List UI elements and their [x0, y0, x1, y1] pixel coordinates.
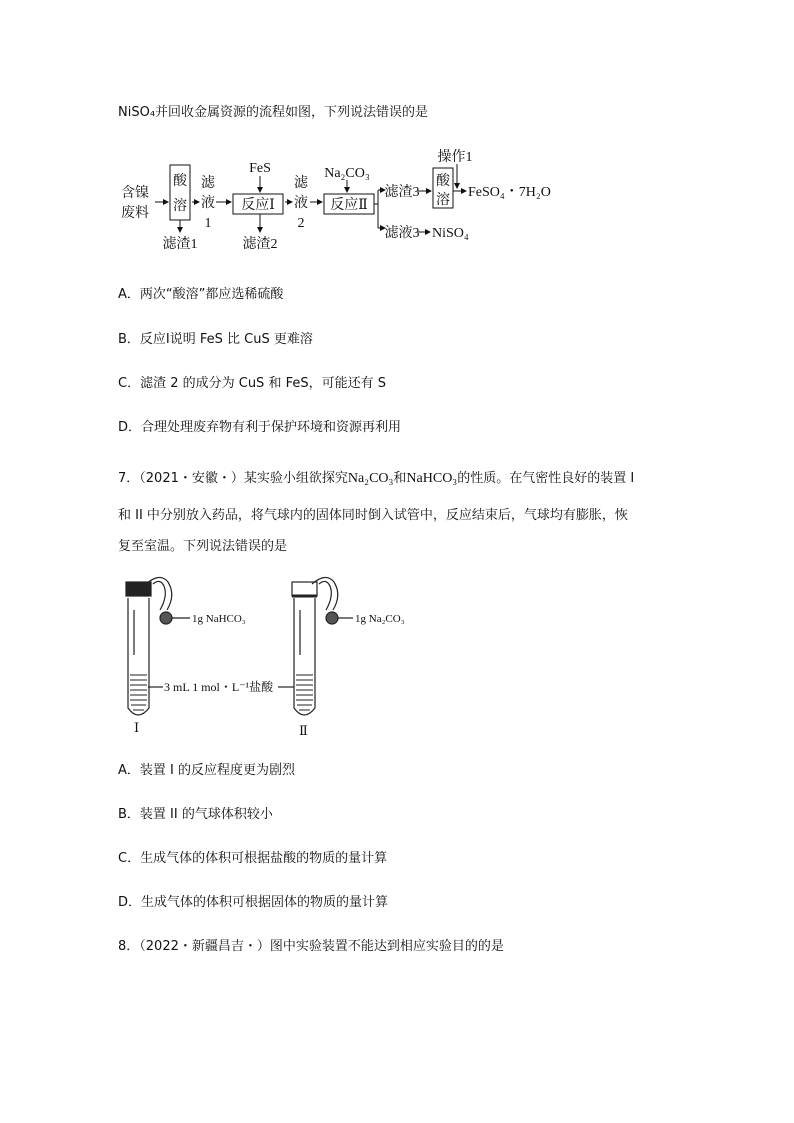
tube-1-label: Ⅰ: [134, 720, 140, 735]
formula-nahco3: NaHCO₃: [406, 471, 458, 486]
q7-stem-and: 和: [393, 471, 407, 486]
q7-apparatus-figure: [110, 570, 430, 740]
q6-option-a: A．两次“酸溶”都应选稀硫酸: [118, 287, 284, 302]
raw-material-label-2: 废料: [121, 206, 149, 221]
raw-material-label: 含镍: [121, 186, 149, 201]
filtrate-1-b: 液: [201, 196, 215, 211]
q7-option-c: C．生成气体的体积可根据盐酸的物质的量计算: [118, 851, 388, 866]
residue-2: 滤渣2: [242, 237, 278, 252]
q8-stem: 8．（2022・新疆昌吉・）图中实验装置不能达到相应实验目的的是: [118, 939, 504, 954]
acid-dissolve-1-a: 酸: [173, 174, 187, 189]
q6-option-c: C．滤渣 2 的成分为 CuS 和 FeS，可能还有 S: [118, 376, 386, 391]
q6-flow-diagram: [110, 140, 551, 260]
q6-stem: NiSO₄并回收金属资源的流程如图，下列说法错误的是: [118, 105, 429, 120]
reaction-2: 反应Ⅱ: [330, 198, 368, 213]
q6-option-b: B．反应Ⅰ说明 FeS 比 CuS 更难溶: [118, 332, 313, 347]
acid-label: 3 mL 1 mol・L⁻¹盐酸: [164, 680, 274, 694]
q7-option-a: A．装置 I 的反应程度更为剧烈: [118, 763, 295, 778]
reaction-1: 反应Ⅰ: [241, 198, 275, 213]
balloon-1-label: 1g NaHCO₃: [192, 613, 246, 625]
filtrate-3: 滤液3: [384, 226, 420, 241]
acid-dissolve-2-a: 酸: [436, 174, 450, 189]
q7-stem-line-3: 复至室温。下列说法错误的是: [118, 539, 288, 554]
product-niso4: NiSO₄: [432, 226, 469, 241]
acid-dissolve-1-b: 溶: [173, 199, 187, 214]
residue-3: 滤渣3: [384, 185, 420, 200]
residue-1: 滤渣1: [162, 237, 198, 252]
fes-reagent: FeS: [249, 161, 271, 176]
acid-dissolve-2-b: 溶: [436, 193, 450, 208]
na2co3-reagent: Na₂CO₃: [324, 166, 370, 181]
tube-2-label: Ⅱ: [299, 723, 308, 738]
q7-stem-prefix: 7．（2021・安徽・）某实验小组欲探究: [118, 471, 348, 486]
q7-option-b: B．装置 II 的气球体积较小: [118, 807, 273, 822]
operation-1: 操作1: [437, 150, 473, 165]
filtrate-1-c: 1: [204, 216, 212, 231]
q7-stem-line-2: 和 II 中分别放入药品，将气球内的固体同时倒入试管中，反应结束后，气球均有膨胀，恢: [118, 508, 628, 523]
product-feso4: FeSO₄・7H₂O: [468, 185, 551, 200]
q7-option-d: D．生成气体的体积可根据固体的物质的量计算: [118, 895, 389, 910]
filtrate-2-c: 2: [297, 216, 305, 231]
balloon-2-label: 1g Na₂CO₃: [355, 613, 405, 625]
filtrate-2-b: 液: [294, 196, 308, 211]
formula-na2co3: Na₂CO₃: [347, 471, 394, 486]
filtrate-2-a: 滤: [294, 176, 308, 191]
q7-stem-suffix: 的性质。在气密性良好的装置 I: [457, 471, 635, 486]
filtrate-1-a: 滤: [201, 176, 215, 191]
q6-option-d: D．合理处理废弃物有利于保护环境和资源再利用: [118, 420, 402, 435]
q7-stem-line-1: [118, 471, 634, 487]
